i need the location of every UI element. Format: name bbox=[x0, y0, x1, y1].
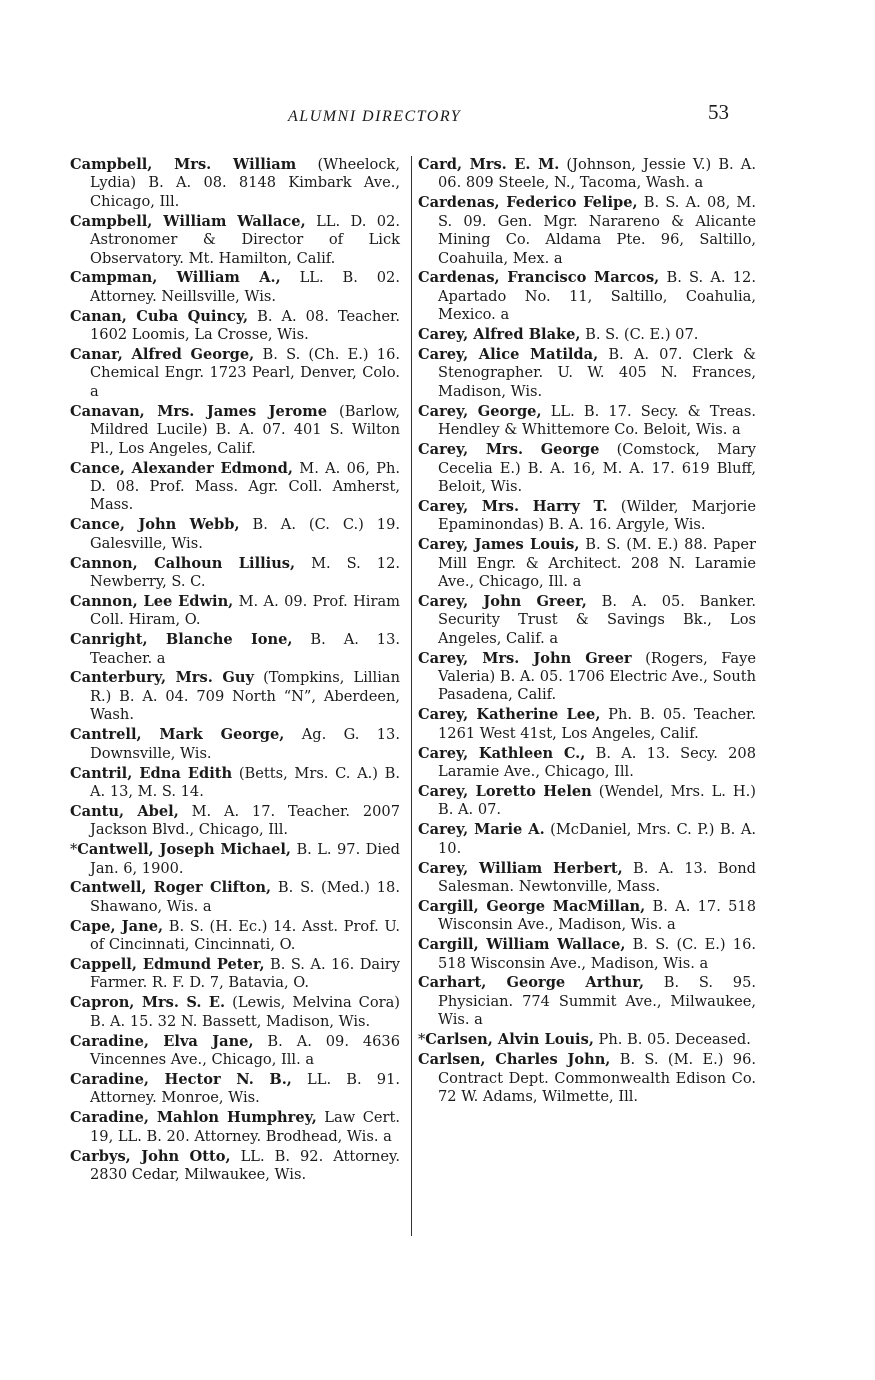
entry-name: Cape, Jane, bbox=[70, 917, 164, 935]
entry-details: (Barlow, Mildred Lucile) B. A. 07. 401 S. Wilton Pl., Los Angeles, Calif. bbox=[90, 402, 400, 457]
directory-entry bbox=[70, 1148, 400, 1185]
entry-details: B. A. 09. 4636 Vincennes Ave., Chicago, Ill. a bbox=[90, 1032, 400, 1069]
entry-name: Caradine, Elva Jane, bbox=[70, 1032, 254, 1050]
directory-entry bbox=[70, 1033, 400, 1070]
entry-name: Cannon, Lee Edwin, bbox=[70, 592, 234, 610]
directory-entry bbox=[70, 555, 400, 592]
directory-entry bbox=[418, 821, 756, 858]
directory-entry bbox=[418, 269, 756, 324]
entry-details: (Rogers, Faye Valeria) B. A. 05. 1706 Electric Ave., South Pasadena, Calif. bbox=[438, 649, 756, 704]
entry-name: Caradine, Mahlon Humphrey, bbox=[70, 1109, 317, 1127]
directory-entry bbox=[418, 860, 756, 897]
entry-name: Carey, Mrs. Harry T. bbox=[418, 497, 608, 515]
directory-entry bbox=[418, 194, 756, 268]
entry-details: (Johnson, Jessie V.) B. A. 06. 809 Steele, N., Tacoma, Wash. a bbox=[438, 156, 756, 192]
directory-entry bbox=[70, 516, 400, 553]
entry-name: Carey, William Herbert, bbox=[418, 859, 623, 877]
entry-name: Cantwell, Roger Clifton, bbox=[70, 879, 272, 897]
entry-details: B. S. (Ch. E.) 16. Chemical Engr. 1723 Pearl, Denver, Colo. a bbox=[90, 346, 400, 400]
directory-entry bbox=[70, 918, 400, 955]
entry-details: B. S. (C. E.) 07. bbox=[580, 326, 699, 344]
directory-entry bbox=[418, 326, 756, 344]
entry-name: Cappell, Edmund Peter, bbox=[70, 956, 265, 974]
entry-details: Ph. B. 05. Deceased. bbox=[593, 1031, 751, 1049]
directory-entry bbox=[418, 156, 756, 193]
directory-entry bbox=[70, 1071, 400, 1108]
entry-details: M. A. 06, Ph. D. 08. Prof. Mass. Agr. Coll. Amherst, Mass. bbox=[90, 459, 400, 514]
entry-name: Capron, Mrs. S. E. bbox=[70, 994, 226, 1012]
entry-name: Cantu, Abel, bbox=[70, 802, 179, 820]
directory-entry bbox=[418, 593, 756, 648]
entry-name: Cance, John Webb, bbox=[70, 516, 240, 534]
entry-name: Carey, Katherine Lee, bbox=[418, 706, 601, 724]
entry-name: Canterbury, Mrs. Guy bbox=[70, 669, 254, 687]
entry-details: LL. B. 02. Attorney. Neillsville, Wis. bbox=[90, 269, 400, 305]
entry-name: Cargill, George MacMillan, bbox=[418, 897, 646, 915]
page-header bbox=[0, 100, 875, 130]
directory-entry bbox=[70, 631, 400, 668]
entry-details: B. S. (C. E.) 16. 518 Wisconsin Ave., Madison, Wis. a bbox=[438, 936, 756, 972]
right-column bbox=[418, 156, 756, 1108]
page-number: 53 bbox=[708, 100, 729, 124]
entry-name: Cantrell, Mark George, bbox=[70, 726, 285, 744]
entry-details: B. A. 13. Teacher. a bbox=[90, 631, 400, 667]
directory-entry bbox=[70, 213, 400, 268]
entry-name: Canavan, Mrs. James Jerome bbox=[70, 402, 327, 420]
entry-details: Ag. G. 13. Downsville, Wis. bbox=[90, 726, 400, 762]
entry-details: B. A. 13. Bond Salesman. Newtonville, Mass. bbox=[438, 859, 756, 895]
entry-name: Carey, Loretto Helen bbox=[418, 782, 592, 800]
entry-details: (Tompkins, Lillian R.) B. A. 04. 709 North “N”, Aberdeen, Wash. bbox=[90, 669, 400, 724]
entry-details: M. A. 09. Prof. Hiram Coll. Hiram, O. bbox=[90, 592, 400, 629]
entry-name: Carlsen, Charles John, bbox=[418, 1051, 611, 1069]
entry-details: B. A. 08. Teacher. 1602 Loomis, La Crosse, Wis. bbox=[90, 307, 401, 344]
entry-name: Carlsen, Alvin Louis, bbox=[425, 1031, 594, 1049]
entry-name: Cantwell, Joseph Michael, bbox=[77, 841, 292, 859]
entry-details: B. A. (C. C.) 19. Galesville, Wis. bbox=[90, 516, 400, 552]
entry-details: Ph. B. 05. Teacher. 1261 West 41st, Los Angeles, Calif. bbox=[438, 706, 756, 742]
left-column bbox=[70, 156, 400, 1186]
directory-entry bbox=[418, 536, 756, 591]
directory-entry bbox=[70, 803, 400, 840]
entry-name: Cardenas, Francisco Marcos, bbox=[418, 269, 660, 287]
entry-name: Carey, Mrs. George bbox=[418, 441, 600, 459]
entry-name: Carey, Alfred Blake, bbox=[418, 326, 581, 344]
directory-entry bbox=[70, 346, 400, 401]
entry-details: B. A. 13. Secy. 208 Laramie Ave., Chicago, Ill. bbox=[438, 744, 756, 780]
directory-entry bbox=[418, 706, 756, 743]
directory-entry bbox=[70, 269, 400, 306]
directory-entry bbox=[418, 783, 756, 820]
entry-name: Carey, Alice Matilda, bbox=[418, 346, 599, 364]
entry-details: B. S. (H. Ec.) 14. Asst. Prof. U. of Cincinnati, Cincinnati, O. bbox=[90, 917, 400, 954]
entry-name: Caradine, Hector N. B., bbox=[70, 1071, 292, 1088]
entry-name: Carey, Marie A. bbox=[418, 821, 545, 839]
entry-details: (Comstock, Mary Cecelia E.) B. A. 16, M. A. 17. 619 Bluff, Beloit, Wis. bbox=[438, 441, 756, 495]
entry-details: B. S. 95. Physician. 774 Summit Ave., Milwaukee, Wis. a bbox=[438, 974, 756, 1029]
entry-details: (Betts, Mrs. C. A.) B. A. 13, M. S. 14. bbox=[90, 764, 400, 800]
entry-details: (Wheelock, Lydia) B. A. 08. 8148 Kimbark Ave., Chicago, Ill. bbox=[90, 156, 400, 210]
entry-details: Law Cert. 19, LL. B. 20. Attorney. Brodhead, Wis. a bbox=[90, 1109, 400, 1145]
entry-name: Canan, Cuba Quincy, bbox=[70, 307, 249, 325]
entry-details: B. A. 05. Banker. Security Trust & Savings Bk., Los Angeles, Calif. a bbox=[438, 592, 756, 647]
entry-name: Carey, George, bbox=[418, 402, 542, 420]
directory-entry bbox=[418, 650, 756, 705]
directory-entry bbox=[70, 460, 400, 515]
directory-entry bbox=[418, 745, 756, 782]
directory-entry bbox=[70, 956, 400, 993]
entry-details: (Lewis, Melvina Cora) B. A. 15. 32 N. Bassett, Madison, Wis. bbox=[90, 994, 401, 1030]
entry-details: B. S. (M. E.) 88. Paper Mill Engr. & Architect. 208 N. Laramie Ave., Chicago, Ill. a bbox=[438, 536, 756, 590]
entry-name: Cance, Alexander Edmond, bbox=[70, 459, 293, 477]
entry-name: Carbys, John Otto, bbox=[70, 1147, 231, 1165]
entry-details: B. S. A. 16. Dairy Farmer. R. F. D. 7, Batavia, O. bbox=[90, 956, 401, 992]
directory-entry bbox=[418, 346, 756, 401]
entry-name: Canar, Alfred George, bbox=[70, 346, 255, 364]
entry-details: (Wilder, Marjorie Epaminondas) B. A. 16. Argyle, Wis. bbox=[438, 497, 756, 534]
entry-name: Cantril, Edna Edith bbox=[70, 764, 233, 782]
deceased-mark: * bbox=[70, 841, 78, 859]
entry-details: B. L. 97. Died Jan. 6, 1900. bbox=[90, 841, 400, 877]
deceased-mark: * bbox=[418, 1031, 426, 1049]
directory-entry bbox=[70, 593, 400, 630]
entry-name: Card, Mrs. E. M. bbox=[418, 156, 560, 173]
entry-name: Cargill, William Wallace, bbox=[418, 936, 626, 954]
directory-entry bbox=[70, 403, 400, 458]
entry-name: Canright, Blanche Ione, bbox=[70, 631, 293, 649]
entry-details: M. S. 12. Newberry, S. C. bbox=[90, 554, 400, 590]
entry-name: Carey, Mrs. John Greer bbox=[418, 649, 632, 667]
directory-entry bbox=[70, 726, 400, 763]
entry-details: LL. B. 17. Secy. & Treas. Hendley & Whittemore Co. Beloit, Wis. a bbox=[438, 402, 756, 439]
entry-details: (McDaniel, Mrs. C. P.) B. A. 10. bbox=[438, 821, 757, 857]
entry-details: LL. B. 91. Attorney. Monroe, Wis. bbox=[90, 1071, 400, 1107]
entry-details: B. A. 07. Clerk & Stenographer. U. W. 405 N. Frances, Madison, Wis. bbox=[438, 346, 756, 400]
directory-entry bbox=[418, 936, 756, 973]
directory-entry bbox=[418, 1051, 756, 1106]
directory-entry bbox=[70, 1109, 400, 1146]
directory-entry bbox=[70, 994, 400, 1031]
entry-name: Campbell, Mrs. William bbox=[70, 156, 297, 173]
directory-entry bbox=[418, 441, 756, 496]
directory-entry bbox=[418, 974, 756, 1029]
entry-details: B. S. A. 08, M. S. 09. Gen. Mgr. Narareno & Alicante Mining Co. Aldama Pte. 96, Saltillo, Coahuila, Mex. a bbox=[438, 194, 756, 267]
running-head: ALUMNI DIRECTORY bbox=[288, 108, 462, 125]
entry-name: Cardenas, Federico Felipe, bbox=[418, 194, 638, 212]
directory-entry bbox=[418, 898, 756, 935]
entry-details: B. S. (M. E.) 96. Contract Dept. Commonwealth Edison Co. 72 W. Adams, Wilmette, Ill. bbox=[438, 1051, 756, 1105]
entry-details: LL. B. 92. Attorney. 2830 Cedar, Milwaukee, Wis. bbox=[90, 1147, 400, 1184]
directory-entry bbox=[418, 498, 756, 535]
entry-name: Carey, James Louis, bbox=[418, 536, 580, 554]
directory-entry bbox=[418, 403, 756, 440]
directory-entry bbox=[70, 156, 400, 211]
entry-name: Carey, John Greer, bbox=[418, 592, 587, 610]
directory-entry bbox=[70, 308, 400, 345]
column-divider bbox=[411, 156, 412, 1236]
entry-name: Cannon, Calhoun Lillius, bbox=[70, 554, 296, 572]
entry-name: Campbell, William Wallace, bbox=[70, 212, 306, 230]
directory-entry bbox=[70, 841, 400, 878]
entry-name: Carhart, George Arthur, bbox=[418, 974, 645, 992]
directory-entry bbox=[418, 1031, 756, 1049]
entry-details: B. A. 17. 518 Wisconsin Ave., Madison, Wis. a bbox=[438, 897, 756, 934]
entry-details: M. A. 17. Teacher. 2007 Jackson Blvd., Chicago, Ill. bbox=[90, 802, 400, 839]
entry-details: LL. D. 02. Astronomer & Director of Lick Observatory. Mt. Hamilton, Calif. bbox=[90, 212, 400, 267]
entry-name: Campman, William A., bbox=[70, 269, 281, 287]
directory-entry bbox=[70, 879, 400, 916]
entry-details: B. S. A. 12. Apartado No. 11, Saltillo, Coahulia, Mexico. a bbox=[438, 269, 756, 324]
directory-entry bbox=[70, 765, 400, 802]
entry-details: B. S. (Med.) 18. Shawano, Wis. a bbox=[90, 879, 400, 915]
directory-entry bbox=[70, 669, 400, 724]
entry-details: (Wendel, Mrs. L. H.) B. A. 07. bbox=[438, 782, 756, 819]
entry-name: Carey, Kathleen C., bbox=[418, 744, 586, 762]
